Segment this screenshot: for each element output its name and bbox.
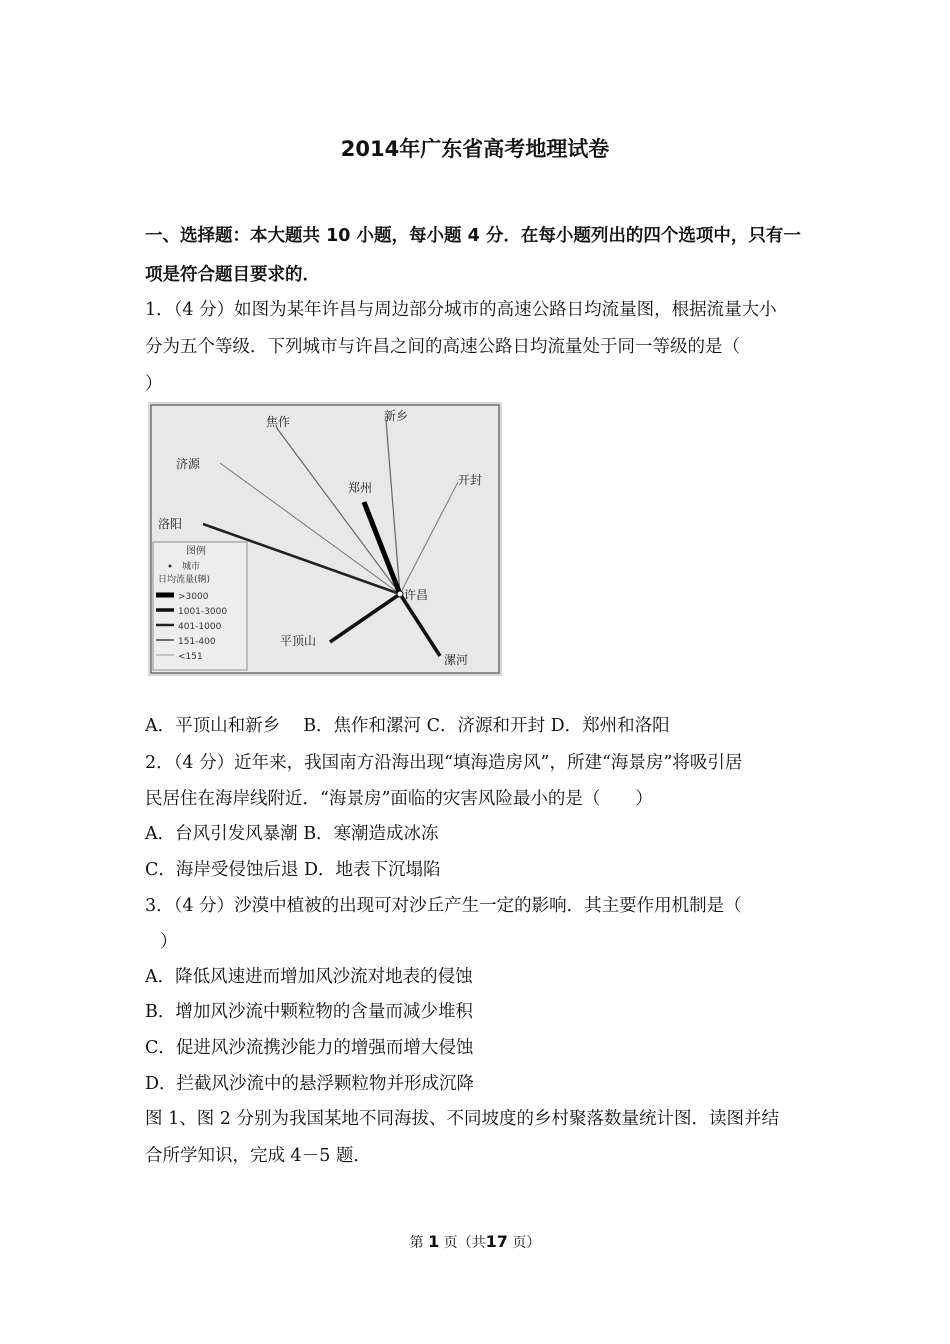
page-title: 2014年广东省高考地理试卷 xyxy=(340,137,610,161)
city-marker-xuchang xyxy=(397,591,403,597)
q3-stem-line2: ） xyxy=(160,932,178,952)
legend-title: 图例 xyxy=(186,546,206,557)
legend-label-level4: 151-400 xyxy=(178,637,216,647)
city-label-xinxiang: 新乡 xyxy=(384,409,409,423)
legend-city-marker xyxy=(169,565,172,568)
footer-middle: 页（共 xyxy=(443,1235,486,1251)
city-label-jiyuan: 济源 xyxy=(176,457,201,471)
q1-stem-line2: 分为五个等级．下列城市与许昌之间的高速公路日均流量处于同一等级的是（ xyxy=(145,337,740,357)
city-label-luoyang: 洛阳 xyxy=(158,517,183,531)
intro45-line1: 图 1、图 2 分别为我国某地不同海拔、不同坡度的乡村聚落数量统计图．读图并结 xyxy=(145,1109,779,1129)
q2-stem-line1: 2．（4 分）近年来，我国南方沿海出现“填海造房风”，所建“海景房”将吸引居 xyxy=(145,753,743,773)
legend-label-level3: 401-1000 xyxy=(178,622,222,632)
city-label-kaifeng: 开封 xyxy=(458,473,483,487)
q3-option-c: C．促进风沙流携沙能力的增强而增大侵蚀 xyxy=(145,1038,474,1058)
section-heading-line2: 项是符合题目要求的． xyxy=(145,265,320,285)
legend-label-level1: >3000 xyxy=(178,592,209,602)
section-heading-line1: 一、选择题：本大题共 10 小题，每小题 4 分．在每小题列出的四个选项中，只有一 xyxy=(145,226,801,246)
q2-options-ab: A．台风引发风暴潮 B．寒潮造成冰冻 xyxy=(145,824,439,844)
q3-stem-line1: 3．（4 分）沙漠中植被的出现可对沙丘产生一定的影响．其主要作用机制是（ xyxy=(145,896,742,916)
figure-legend xyxy=(153,542,247,670)
q1-traffic-figure xyxy=(148,402,502,676)
legend-flow-label: 日均流量(辆) xyxy=(158,575,211,585)
legend-city-label: 城市 xyxy=(182,562,201,572)
footer-total-pages: 17 xyxy=(485,1232,508,1251)
q3-option-d: D．拦截风沙流中的悬浮颗粒物并形成沉降 xyxy=(145,1074,475,1094)
footer-suffix: 页） xyxy=(512,1235,541,1251)
city-label-pingdingshan: 平顶山 xyxy=(280,634,317,648)
q2-stem-line2: 民居住在海岸线附近．“海景房”面临的灾害风险最小的是（ ） xyxy=(145,789,653,809)
footer-page-number: 1 xyxy=(428,1232,440,1251)
city-label-jiaozuo: 焦作 xyxy=(266,415,291,429)
q2-options-cd: C．海岸受侵蚀后退 D．地表下沉塌陷 xyxy=(145,860,441,880)
city-label-luohe: 漯河 xyxy=(444,653,469,667)
q3-option-a: A．降低风速进而增加风沙流对地表的侵蚀 xyxy=(145,967,473,987)
legend-label-level2: 1001-3000 xyxy=(178,607,228,617)
intro45-line2: 合所学知识，完成 4－5 题． xyxy=(145,1146,371,1166)
page-footer xyxy=(0,1232,950,1252)
traffic-map-svg xyxy=(148,402,502,676)
q1-stem-line1: 1．（4 分）如图为某年许昌与周边部分城市的高速公路日均流量图，根据流量大小 xyxy=(145,300,777,320)
q1-options: A．平顶山和新乡 B．焦作和漯河 C．济源和开封 D．郑州和洛阳 xyxy=(145,716,670,736)
city-label-xuchang: 许昌 xyxy=(404,588,429,602)
q1-stem-line3: ） xyxy=(145,374,163,394)
legend-label-level5: <151 xyxy=(178,652,203,662)
footer-prefix: 第 xyxy=(409,1235,424,1251)
city-label-zhengzhou: 郑州 xyxy=(348,481,373,495)
q3-option-b: B．增加风沙流中颗粒物的含量而减少堆积 xyxy=(145,1002,473,1022)
